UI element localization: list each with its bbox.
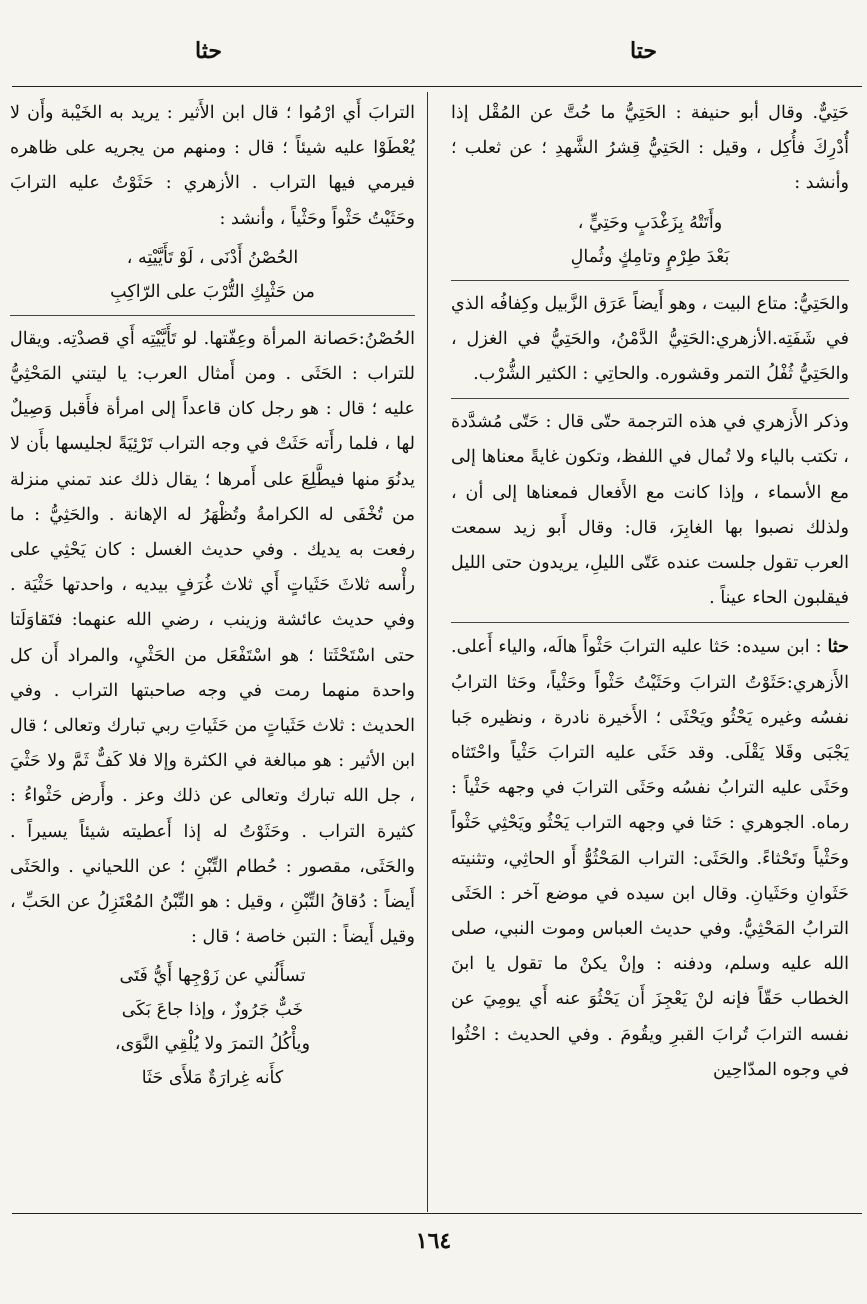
column-divider	[427, 92, 428, 1212]
footer-rule	[12, 1213, 862, 1214]
verse-line: تسأَلُني عن زَوْجِها أَيُّ فَتَى	[119, 966, 306, 987]
paragraph: وذكر الأَزهري في هذه الترجمة حتّى قال : حَتّى مُشدَّدة ، تكتب بالياء ولا تُمال في اللفظ، وتكون غايةً معناها إلى مع الأسماء ، وإذا كانت مع الأَفعال فمعناها إلى أن ، ولذلك نصبوا بها الغابِرَ، قال: وقال أَبو زيد سمعت العرب تقول جلست عنده عَتّى الليلِ، يريدون حتى الليل فيقلبون الحاء عيناً .	[451, 412, 849, 609]
paragraph: الحُصْنُ:حَصانة المرأة وعِفّتها. لو تَأَيَّيْتِه أَي قصدْتِه. ويقال للتراب : الحَثَى . ومن أَمثال العرب: يا ليتني المَحْثِيُّ عليه ؛ قال : هو رجل كان قاعداً إلى امرأة فأَقبل وَصِيلٌ لها ، فلما رأَته حَثَتْ في وجه التراب تَرْئِيَةً لجليسها بأَن لا يدنُوَ منها فيطَّلِعَ على أَمرها ؛ يقال ذلك عند تمني منزلة من تُخْفَى له الكرامةُ وتُظْهَرُ له الإهانة . والحَثِيُّ : ما رفعت به يديك . وفي حديث الغسل : كان يَحْثِي على رأْسه ثلاثَ حَثَياتٍ أَي ثلاث غُرَفٍ بيديه ، واحدتها حَثْيَة . وفي حديث عائشة وزينب ، رضي الله عنهما: فتَقاوَلَتا حتى اسْتَحْثَتا ؛ هو اسْتَفْعَل من الحَثْيِ، والمراد أَن كل واحدة منهما رمت في وجه صاحبتها التراب . وفي الحديث : ثلاث حَثَياتٍ من حَثَياتِ ربي تبارك وتعالى ؛ قال ابن الأثير : هو مبالغة في الكثرة وإلا فلا كَفٌّ ثَمَّ ولا حَثْيَ ، جل الله تبارك وتعالى عن ذلك وعز . وأَرض حَثْواءُ : كثيرة التراب . وحَثَوْتُ له إذا أَعطيته شيئاً يسيراً . والحَثَى، مقصور : حُطام التِّبْنِ ؛ عن اللحياني . والحَثَى أَيضاً : دُقاقُ التِّبْنِ ، وقيل : هو التِّبْنُ المُعْتَزِلُ عن الحَبِّ ، وقيل أَيضاً : التبن خاصة ؛ قال :	[10, 328, 415, 948]
section-rule	[451, 398, 849, 399]
running-head-left: حثا	[195, 38, 222, 64]
verse-line: خَبٌّ جَرُوزٌ ، وإذا جاعَ بَكَى	[121, 1000, 304, 1021]
header-rule	[12, 86, 862, 87]
paragraph: الترابَ أَي ارْمُوا ؛ قال ابن الأَثير : يريد به الخَيْبة وأَن لا يُعْطَوْا عليه شيئاً ؛ قال : ومنهم من يجريه على ظاهره فيرمي فيها التراب . الأزهري : حَثَوْتُ عليه الترابَ وحَثَيْتُ حَثْواً وحَثْياً ، وأنشد :	[10, 103, 415, 229]
right-column	[451, 96, 849, 1208]
entry-headword: حثا	[827, 636, 849, 658]
verse-line: كأَنه غِرارَةٌ مَلأَى حَثَا	[141, 1068, 284, 1089]
left-column	[10, 96, 415, 1208]
section-rule	[10, 315, 415, 316]
verse-line: من حَثْيِكِ التُّرْبَ على الرّاكِبِ	[110, 281, 315, 302]
verse-line: الحُصْنُ أَدْنَى ، لَوْ تَأَيَّيْتِه ،	[126, 247, 299, 268]
entry-text: : ابن سيده: حَثا عليه الترابَ حَثْواً هالَه، والياء أَعلى. الأَزهري:حَثَوْتُ الترابَ وحَثَيْتُ حَثْواً وحَثْياً، وحَثا الترابُ نفسُه وغيره يَحْثُو ويَحْثَى ؛ الأَخيرة نادرة ، ونظيره جَبا يَجْبَى وقَلا يَقْلَى. وقد حَثَى عليه الترابَ حَثْياً واحْتَثاه وحَثَى عليه الترابُ نفسُه وحَثَى الترابَ في وجهه حَثْياً : رماه. الجوهري : حَثا في وجهه التراب يَحْثُو ويَحْثِي حَثْواً وحَثْياً وتَحْثاءً. والحَثَى: التراب المَحْثُوُّ أَو الحاثِي، وتثنيته حَثَوانِ وحَثَيانِ. وقال ابن سيده في موضع آخر : الحَثَى الترابُ المَحْثِيُّ. وفي حديث العباس وموت النبي، صلى الله عليه وسلم، ودفنه : وإنْ يكنْ ما تقول يا ابنَ الخطاب حَقّاً فإنه لنْ يَعْجِزَ أَن يَحْثُوَ عنه أَي يومِيَ عن نفسه الترابَ تُرابَ القبرِ ويقُومَ . وفي الحديث : احْثُوا في وجوه المدّاحِين	[451, 637, 849, 1080]
paragraph: والحَتِيُّ: متاع البيت ، وهو أَيضاً عَرَق الزَّبيل وكِفافُه الذي في شَفَتِه.الأزهري:الحَتِيُّ الدَّمْنُ، والحَتِيُّ في الغزل ، والحَتِيُّ ثُفْلُ التمر وقشوره. والحاتِي : الكثير الشُّرْب.	[451, 293, 849, 385]
running-head-right: حتا	[630, 38, 657, 64]
verse	[451, 206, 849, 274]
verse	[10, 959, 415, 1095]
section-rule	[451, 280, 849, 281]
section-rule	[451, 622, 849, 623]
page-number: ١٦٤	[415, 1228, 452, 1254]
page-header	[0, 38, 867, 78]
verse	[10, 241, 415, 309]
paragraph: حَتِيٌّ. وقال أبو حنيفة : الحَتِيُّ ما حُتَّ عن المُقْل إذا أُدْرِكَ فأُكِل ، وقيل : الحَتِيُّ قِشرُ الشَّهدِ ؛ عن ثعلب ؛ وأنشد :	[451, 103, 849, 194]
verse-line: وأَتَتْهُ بِزَغْدَبٍ وحَتِيٍّ ،	[577, 212, 723, 233]
entry-paragraph	[451, 629, 849, 1088]
verse-line: بَعْدَ طِرْمٍ وتامِكٍ وثُمالِ	[570, 246, 730, 267]
verse-line: ويأْكُلُ التمرَ ولا يُلْقِي النَّوَى،	[114, 1034, 311, 1055]
